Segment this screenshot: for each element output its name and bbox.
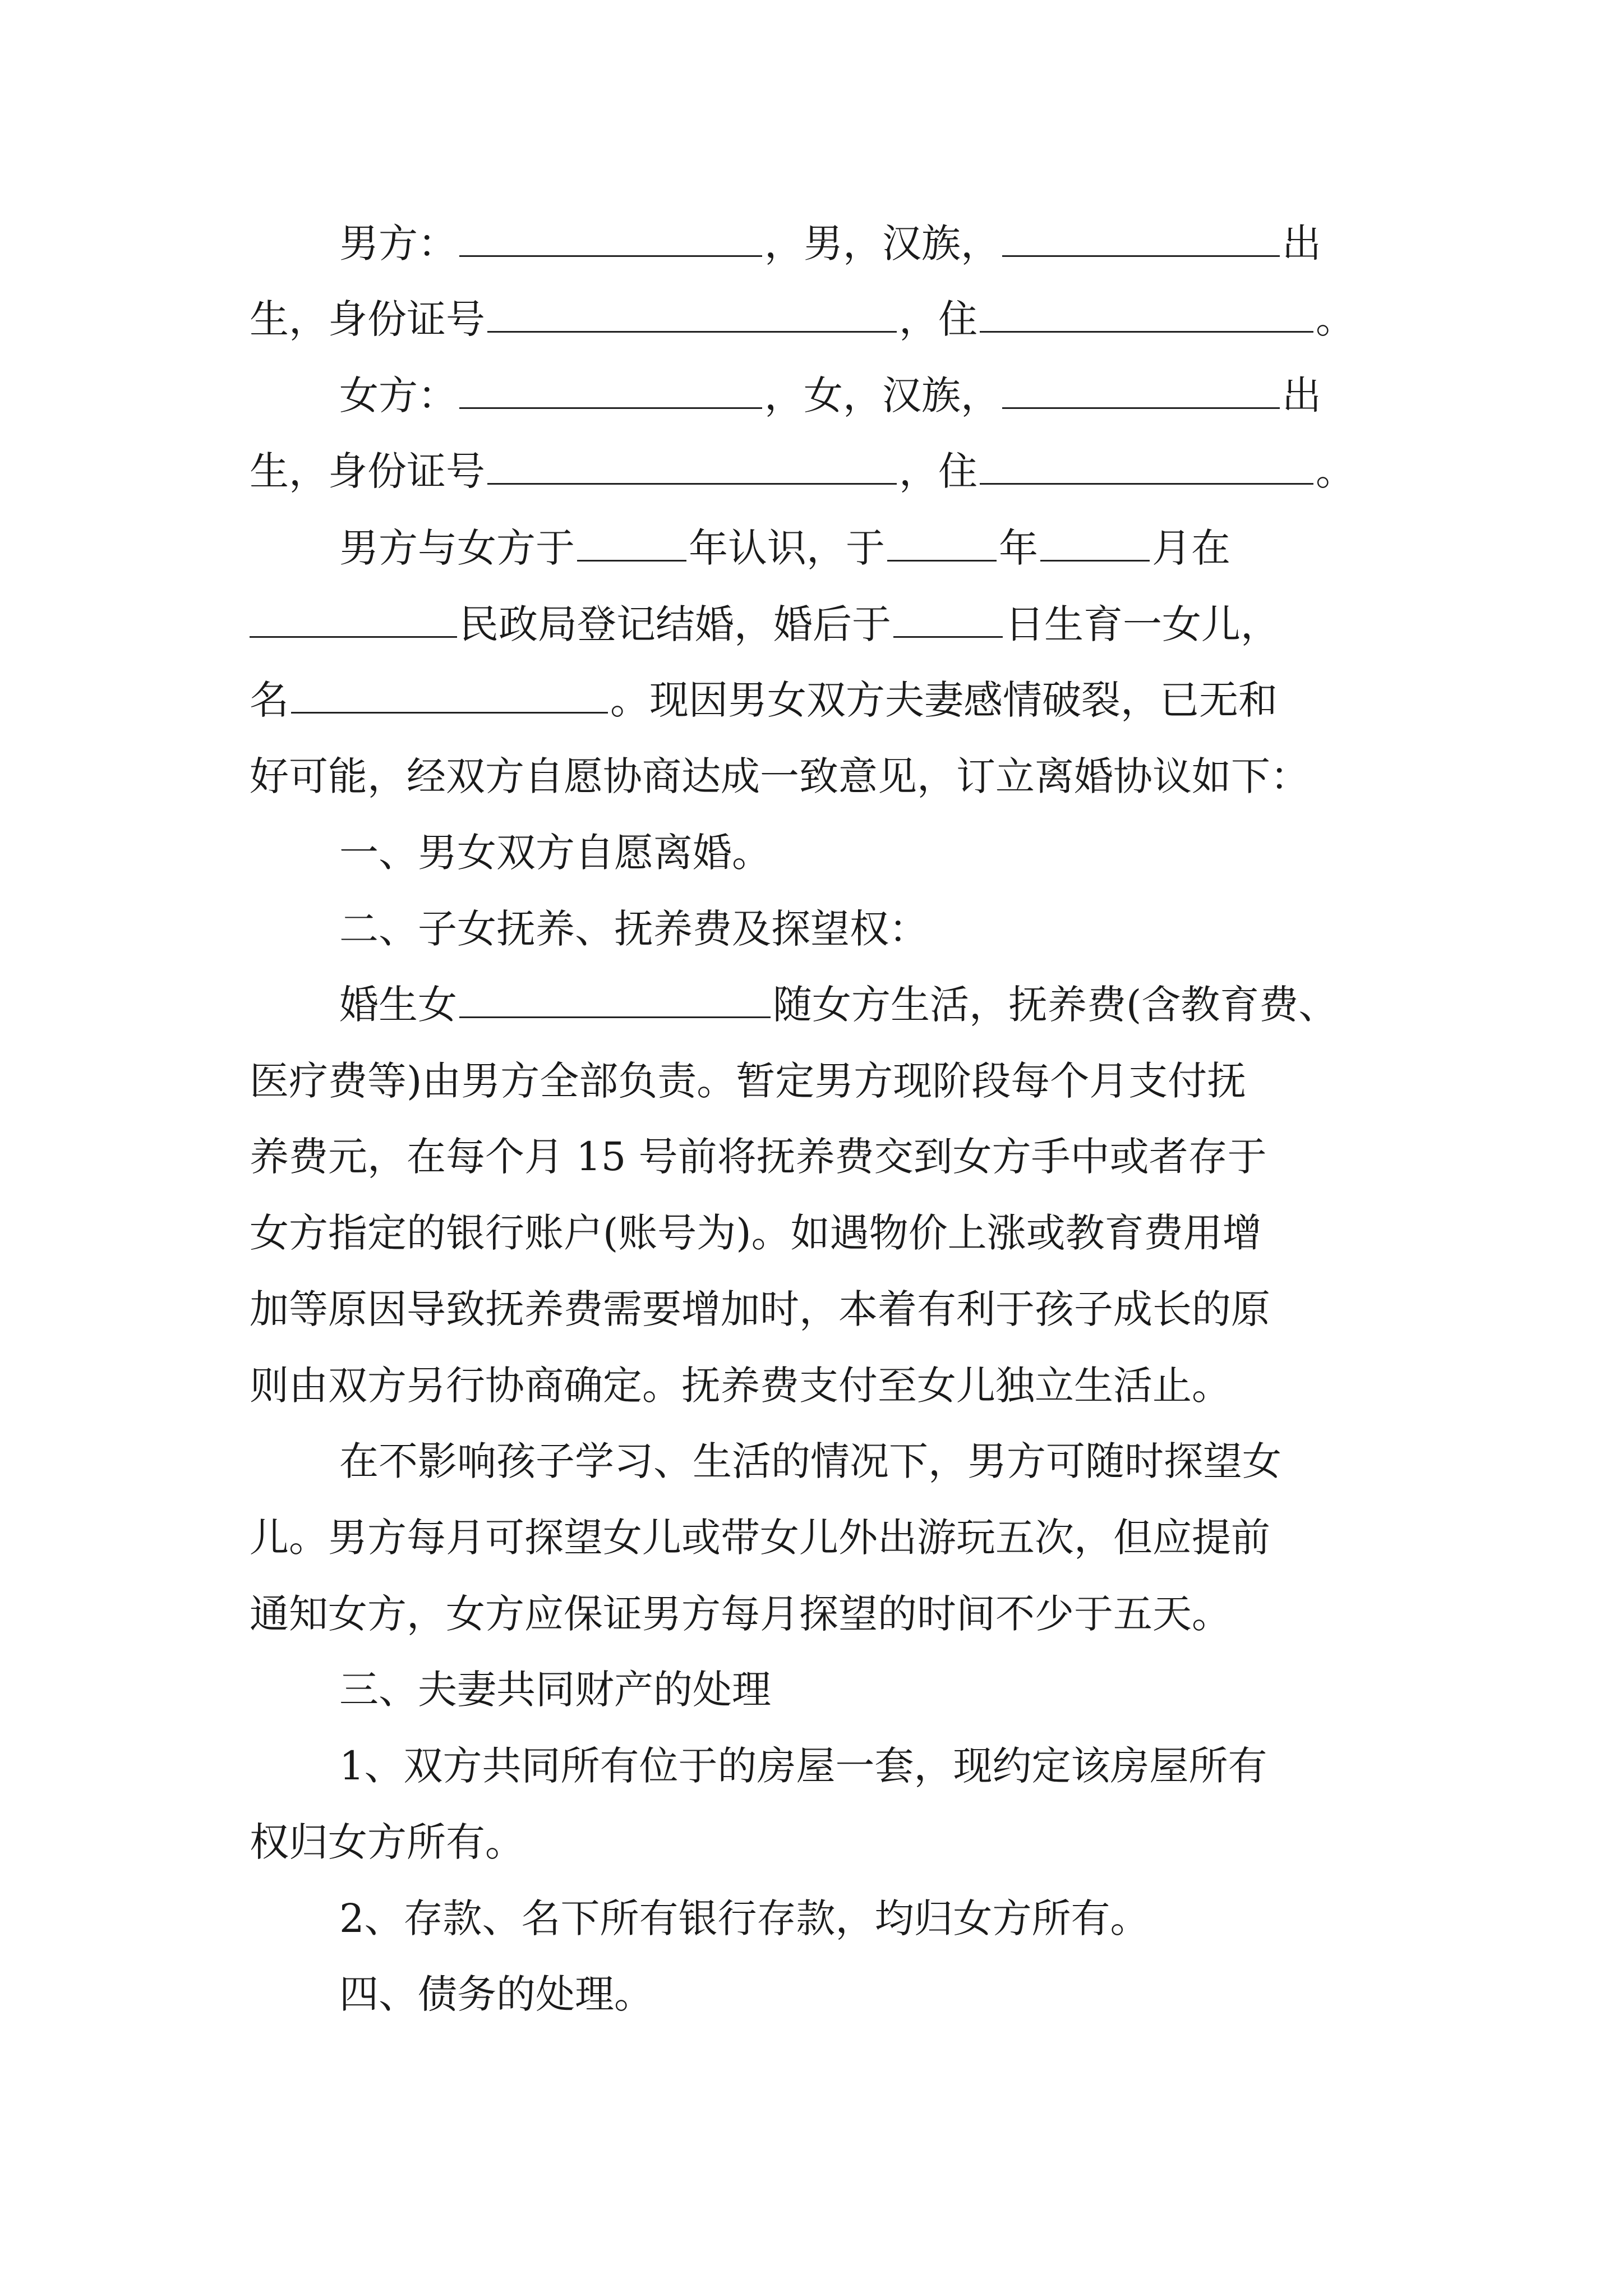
male-mid: ，男，汉族， [764, 220, 1000, 266]
property-1-line-2: 权归女方所有。 [250, 1819, 524, 1865]
female-birth-tail: 出 [1282, 372, 1321, 418]
intro-text: 男方与女方于 [339, 525, 575, 571]
male-party-line-1 [339, 210, 1321, 277]
intro-line-3 [250, 666, 1278, 734]
custody-line-1 [339, 971, 1338, 1038]
custody-line-6: 则由双方另行协商确定。抚养费支付至女儿独立生活止。 [250, 1363, 1231, 1409]
male-birth-tail: 出 [1282, 220, 1321, 266]
male-name-blank [459, 224, 762, 257]
intro-line-4: 好可能，经双方自愿协商达成一致意见，订立离婚协议如下： [250, 753, 1310, 799]
clause-4-title: 四、债务的处理。 [339, 1971, 653, 2017]
intro-text: 民政局登记结婚，婚后于 [459, 601, 891, 647]
male-address-label: ，住 [899, 296, 978, 342]
female-birth-blank [1002, 376, 1280, 409]
female-label: 女方： [339, 372, 457, 418]
female-party-line-1 [339, 362, 1321, 429]
male-id-blank [487, 300, 897, 333]
custody-line-5: 加等原因导致抚养费需要增加时，本着有利于孩子成长的原 [250, 1286, 1270, 1332]
custody-line-4: 女方指定的银行账户(账号为)。如遇物价上涨或教育费用增 [250, 1210, 1262, 1256]
male-party-line-2 [250, 286, 1355, 353]
daughter-name-blank [291, 680, 608, 714]
intro-text: 。现因男女双方夫妻感情破裂，已无和 [610, 677, 1278, 723]
year-married-blank [887, 528, 997, 562]
intro-text: 名 [250, 677, 289, 723]
birth-day-blank [893, 605, 1003, 638]
female-id-label: 生，身份证号 [250, 448, 485, 494]
female-party-line-2 [250, 438, 1355, 505]
female-address-blank [980, 452, 1313, 485]
year-met-blank [577, 528, 686, 562]
daughter-name-2-blank [459, 985, 771, 1018]
male-address-blank [980, 300, 1313, 333]
clause-2-title: 二、子女抚养、抚养费及探望权： [339, 906, 928, 952]
female-id-blank [487, 452, 897, 485]
female-line-end: 。 [1316, 448, 1355, 494]
property-2: 2、存款、名下所有银行存款，均归女方所有。 [339, 1895, 1150, 1941]
female-mid: ，女，汉族， [764, 372, 1000, 418]
intro-text: 日生育一女儿， [1005, 601, 1280, 647]
civil-bureau-blank [250, 605, 457, 638]
male-label: 男方： [339, 220, 457, 266]
custody-text: 随女方生活，抚养费(含教育费、 [773, 982, 1338, 1028]
visit-line-3: 通知女方，女方应保证男方每月探望的时间不少于五天。 [250, 1591, 1231, 1637]
female-address-label: ，住 [899, 448, 978, 494]
intro-text: 年 [999, 525, 1038, 571]
male-birth-blank [1002, 224, 1280, 257]
intro-line-2 [250, 591, 1280, 658]
male-line-end: 。 [1316, 296, 1355, 342]
month-married-blank [1040, 528, 1150, 562]
custody-line-2: 医疗费等)由男方全部负责。暂定男方现阶段每个月支付抚 [250, 1058, 1247, 1104]
custody-line-3: 养费元，在每个月 15 号前将抚养费交到女方手中或者存于 [250, 1134, 1267, 1180]
property-1-line-1: 1、双方共同所有位于的房屋一套，现约定该房屋所有 [339, 1743, 1267, 1789]
female-name-blank [459, 376, 762, 409]
custody-text: 婚生女 [339, 982, 457, 1028]
intro-line-1 [339, 514, 1230, 582]
visit-line-2: 儿。男方每月可探望女儿或带女儿外出游玩五次，但应提前 [250, 1515, 1270, 1561]
clause-1: 一、男女双方自愿离婚。 [339, 830, 771, 876]
male-id-label: 生，身份证号 [250, 296, 485, 342]
clause-3-title: 三、夫妻共同财产的处理 [339, 1667, 771, 1713]
intro-text: 年认识，于 [689, 525, 885, 571]
visit-line-1: 在不影响孩子学习、生活的情况下，男方可随时探望女 [339, 1438, 1281, 1484]
intro-text: 月在 [1152, 525, 1230, 571]
